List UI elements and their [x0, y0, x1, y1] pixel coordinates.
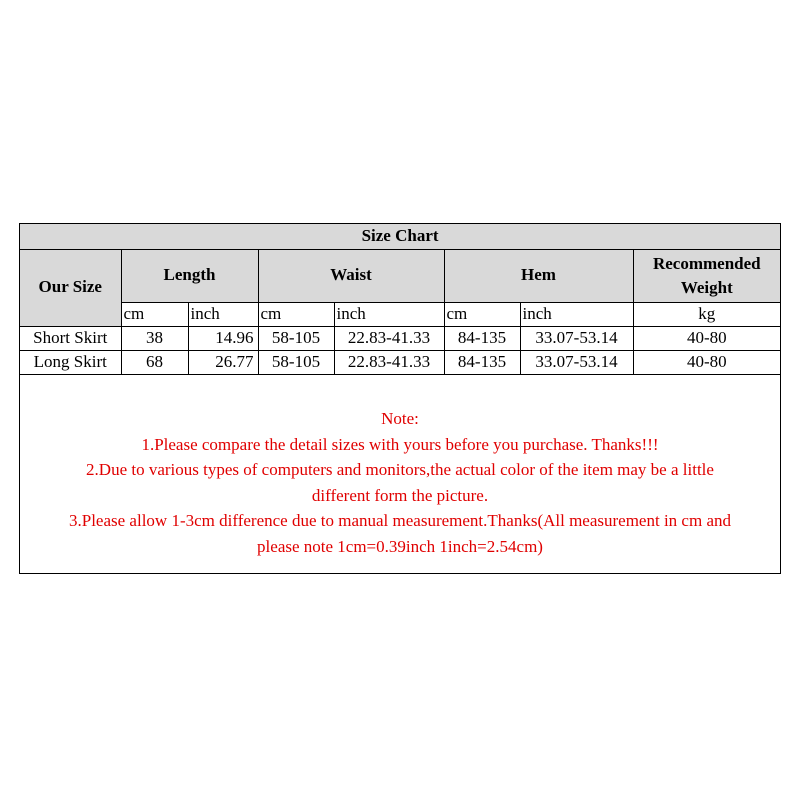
table-row [20, 326, 780, 350]
cell-hem-inch: 33.07-53.14 [520, 350, 633, 374]
size-chart [19, 223, 781, 574]
cell-hem-cm: 84-135 [444, 326, 520, 350]
cell-length-cm: 38 [121, 326, 188, 350]
unit-weight-kg: kg [633, 302, 780, 326]
size-chart-title: Size Chart [20, 224, 780, 249]
note-line: please note 1cm=0.39inch 1inch=2.54cm) [257, 536, 543, 556]
note-line: 1.Please compare the detail sizes with yours before you purchase. Thanks!!! [141, 434, 659, 454]
cell-size: Short Skirt [20, 326, 121, 350]
table-row [20, 350, 780, 374]
note-heading: Note: [381, 409, 419, 428]
cell-size: Long Skirt [20, 350, 121, 374]
unit-hem-cm: cm [444, 302, 520, 326]
cell-length-inch: 14.96 [188, 326, 258, 350]
cell-hem-inch: 33.07-53.14 [520, 326, 633, 350]
cell-waist-inch: 22.83-41.33 [334, 350, 444, 374]
unit-waist-cm: cm [258, 302, 334, 326]
cell-length-cm: 68 [121, 350, 188, 374]
header-weight-line1: Recommended [652, 253, 761, 273]
unit-length-cm: cm [121, 302, 188, 326]
header-length: Length [121, 249, 258, 302]
unit-waist-inch: inch [334, 302, 444, 326]
cell-weight-kg: 40-80 [633, 326, 780, 350]
cell-length-inch: 26.77 [188, 350, 258, 374]
note-line: 3.Please allow 1-3cm difference due to manual measurement.Thanks(All measurement in cm and [69, 511, 731, 531]
header-waist: Waist [258, 249, 444, 302]
note-line: 2.Due to various types of computers and monitors,the actual color of the item may be a little [86, 460, 714, 480]
header-weight-line2: Weight [680, 277, 733, 297]
cell-hem-cm: 84-135 [444, 350, 520, 374]
unit-hem-inch: inch [520, 302, 633, 326]
note-line: different form the picture. [311, 485, 489, 505]
cell-waist-inch: 22.83-41.33 [334, 326, 444, 350]
header-recommended-weight [633, 249, 780, 302]
header-our-size: Our Size [20, 249, 121, 326]
unit-length-inch: inch [188, 302, 258, 326]
header-hem: Hem [444, 249, 633, 302]
size-chart-table [20, 224, 780, 375]
cell-weight-kg: 40-80 [633, 350, 780, 374]
cell-waist-cm: 58-105 [258, 326, 334, 350]
cell-waist-cm: 58-105 [258, 350, 334, 374]
